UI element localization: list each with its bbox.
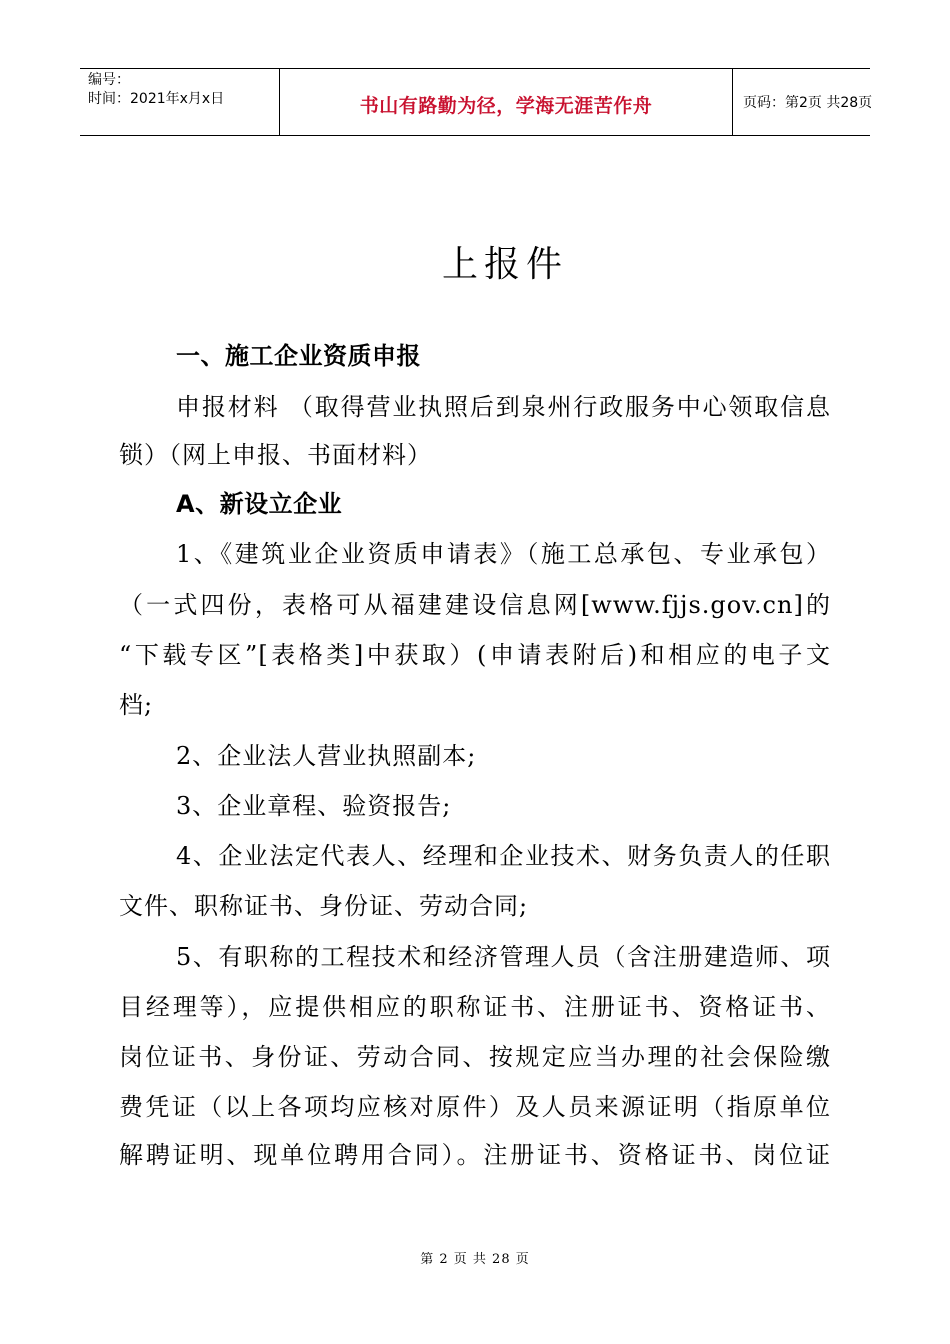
header-page-cell xyxy=(733,69,873,135)
time-label: 时间：2021年x月x日 xyxy=(88,91,225,107)
page-title: 上报件 xyxy=(441,244,568,285)
number-label: 编号： xyxy=(88,72,130,88)
paragraph-line: 解聘证明、现单位聘用合同）。注册证书、资格证书、岗位证 xyxy=(119,1141,831,1169)
paragraph-line: （一式四份，表格可从福建建设信息网[www.fjjs.gov.cn]的 xyxy=(119,591,831,619)
motto-text: 书山有路勤为径，学海无涯苦作舟 xyxy=(359,95,653,117)
page-footer: 第 2 页 共 28 页 xyxy=(420,1252,530,1267)
paragraph-line: 文件、职称证书、身份证、劳动合同; xyxy=(119,892,529,920)
list-item: 2、企业法人营业执照副本; xyxy=(176,742,477,770)
paragraph-line: “下载专区”[表格类]中获取）(申请表附后)和相应的电子文 xyxy=(119,641,831,669)
list-item: 3、企业章程、验资报告; xyxy=(176,792,452,820)
paragraph-line: 申报材料 （取得营业执照后到泉州行政服务中心领取信息 xyxy=(176,393,831,421)
paragraph-line: 锁）（网上申报、书面材料） xyxy=(119,441,432,469)
subsection-heading: A、新设立企业 xyxy=(176,490,343,518)
header-meta-cell xyxy=(80,69,280,135)
header-motto-cell xyxy=(280,69,733,135)
paragraph-line: 目经理等），应提供相应的职称证书、注册证书、资格证书、 xyxy=(119,993,831,1021)
paragraph-line: 1、《建筑业企业资质申请表》（施工总承包、专业承包） xyxy=(176,540,831,568)
header-table xyxy=(80,68,873,136)
page-info: 页码：第2页 共28页 xyxy=(743,95,873,111)
paragraph-line: 5、有职称的工程技术和经济管理人员（含注册建造师、项 xyxy=(176,943,831,971)
paragraph-line: 4、企业法定代表人、经理和企业技术、财务负责人的任职 xyxy=(176,842,831,870)
paragraph-line: 费凭证（以上各项均应核对原件）及人员来源证明（指原单位 xyxy=(119,1093,831,1121)
paragraph-line: 岗位证书、身份证、劳动合同、按规定应当办理的社会保险缴 xyxy=(119,1043,831,1071)
section-heading: 一、施工企业资质申报 xyxy=(176,342,421,370)
paragraph-line: 档; xyxy=(119,691,154,719)
